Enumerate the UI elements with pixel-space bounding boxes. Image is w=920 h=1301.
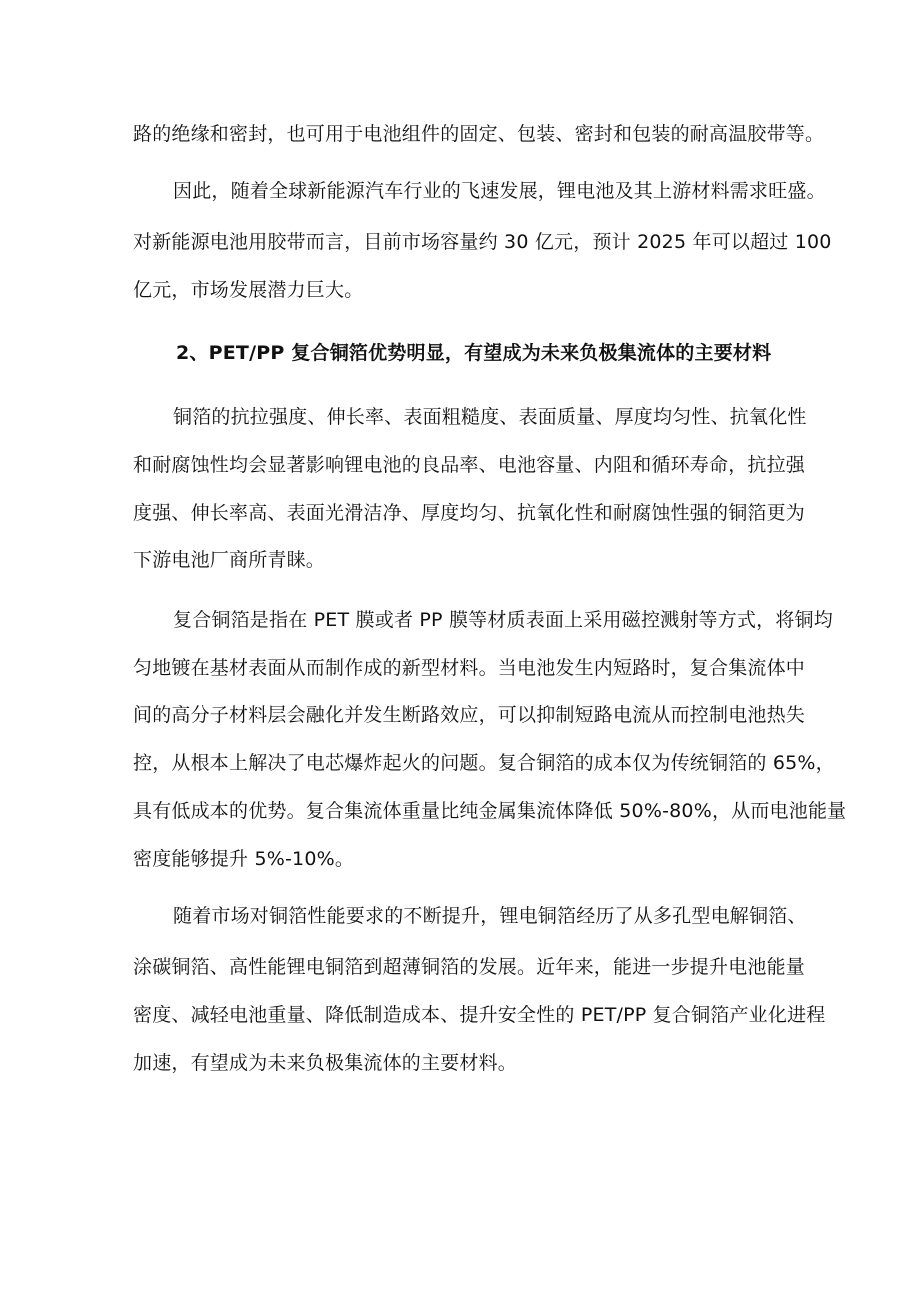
- paragraph-line: 具有低成本的优势。复合集流体重量比纯金属集流体降低 50%-80%，从而电池能量: [133, 800, 847, 822]
- paragraph-line: 亿元，市场发展潜力巨大。: [133, 279, 364, 301]
- paragraph-line: 加速，有望成为未来负极集流体的主要材料。: [133, 1052, 518, 1074]
- paragraph-line: 对新能源电池用胶带而言，目前市场容量约 30 亿元，预计 2025 年可以超过 100: [133, 231, 832, 253]
- paragraph-line: 复合铜箔是指在 PET 膜或者 PP 膜等材质表面上采用磁控溅射等方式，将铜均: [173, 609, 833, 631]
- paragraph-line: 和耐腐蚀性均会显著影响锂电池的良品率、电池容量、内阻和循环寿命，抗拉强: [133, 454, 806, 476]
- paragraph-line: 涂碳铜箔、高性能锂电铜箔到超薄铜箔的发展。近年来，能进一步提升电池能量: [133, 956, 806, 978]
- paragraph-line: 路的绝缘和密封，也可用于电池组件的固定、包装、密封和包装的耐高温胶带等。: [133, 123, 825, 145]
- paragraph-line: 随着市场对铜箔性能要求的不断提升，锂电铜箔经历了从多孔型电解铜箔、: [173, 905, 807, 927]
- paragraph-line: 因此，随着全球新能源汽车行业的飞速发展，锂电池及其上游材料需求旺盛。: [173, 180, 826, 202]
- paragraph-line: 度强、伸长率高、表面光滑洁净、厚度均匀、抗氧化性和耐腐蚀性强的铜箔更为: [133, 502, 806, 524]
- paragraph-line: 控，从根本上解决了电芯爆炸起火的问题。复合铜箔的成本仅为传统铜箔的 65%，: [133, 752, 835, 774]
- paragraph-line: 铜箔的抗拉强度、伸长率、表面粗糙度、表面质量、厚度均匀性、抗氧化性: [173, 406, 807, 428]
- section-heading: 2、PET/PP 复合铜箔优势明显，有望成为未来负极集流体的主要材料: [176, 342, 772, 364]
- paragraph-line: 下游电池厂商所青睐。: [133, 549, 326, 571]
- paragraph-line: 密度、减轻电池重量、降低制造成本、提升安全性的 PET/PP 复合铜箔产业化进程: [133, 1004, 826, 1026]
- paragraph-line: 密度能够提升 5%-10%。: [133, 848, 355, 870]
- paragraph-line: 匀地镀在基材表面从而制作成的新型材料。当电池发生内短路时，复合集流体中: [133, 657, 806, 679]
- paragraph-line: 间的高分子材料层会融化并发生断路效应，可以抑制短路电流从而控制电池热失: [133, 704, 806, 726]
